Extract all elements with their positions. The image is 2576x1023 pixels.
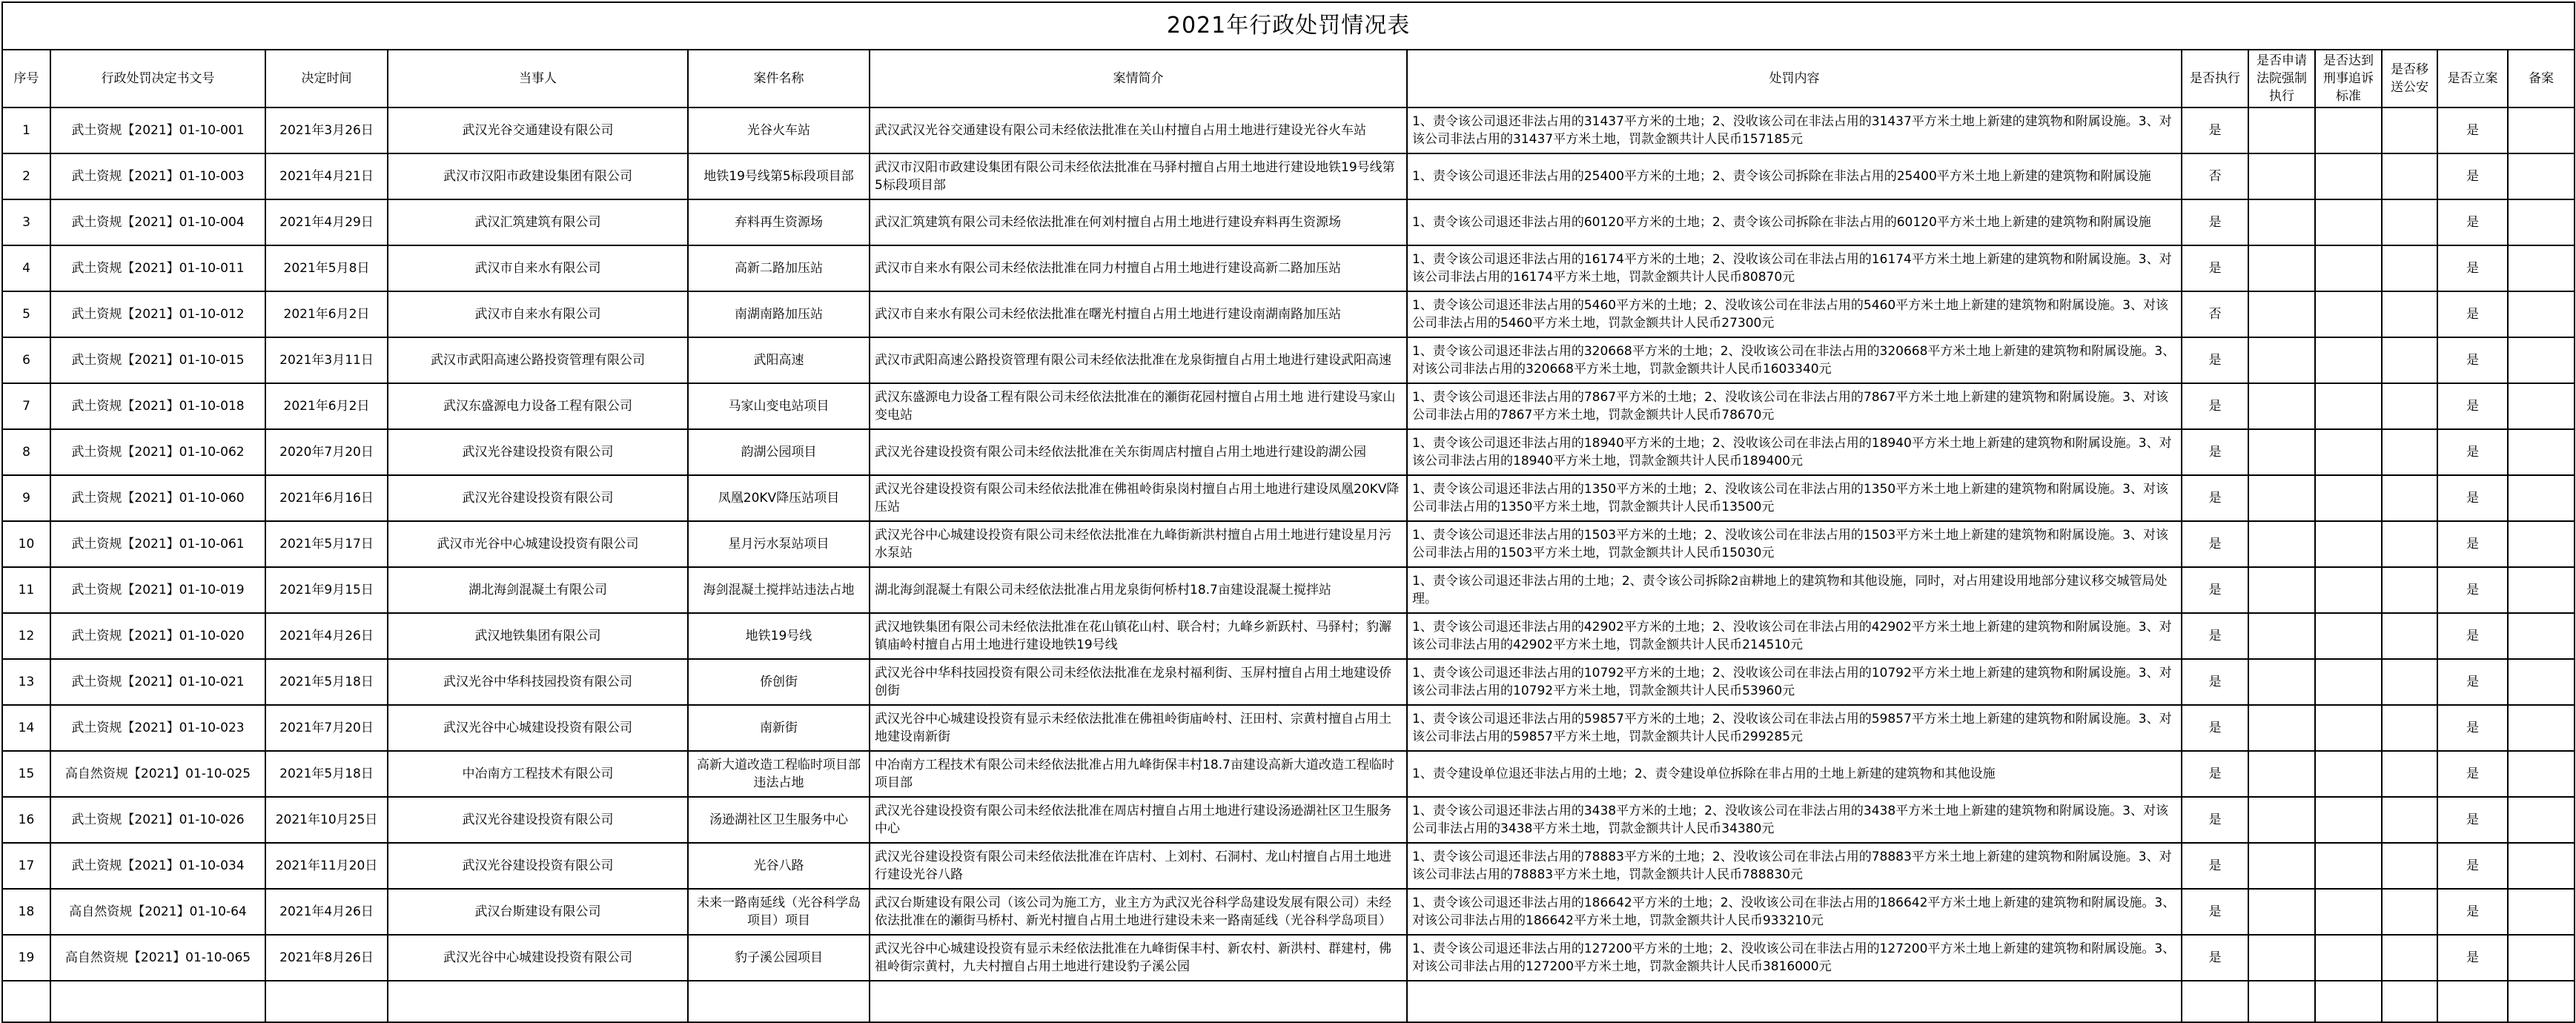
filed-flag: 是 xyxy=(2437,475,2508,521)
decision-date: 2021年11月20日 xyxy=(265,843,388,889)
row-number: 9 xyxy=(2,475,50,521)
row-number: 16 xyxy=(2,797,50,843)
row-number: 14 xyxy=(2,705,50,751)
header-cell: 案情简介 xyxy=(870,50,1407,107)
police-transfer-flag xyxy=(2382,659,2437,705)
filed-flag: 是 xyxy=(2437,659,2508,705)
record-note xyxy=(2508,659,2575,705)
police-transfer-flag xyxy=(2382,705,2437,751)
table-row xyxy=(2,843,2575,889)
row-number: 15 xyxy=(2,751,50,797)
case-summary: 武汉市自来水有限公司未经依法批准在曙光村擅自占用土地进行建设南湖南路加压站 xyxy=(870,291,1407,337)
executed-flag: 是 xyxy=(2182,889,2248,935)
criminal-standard-flag xyxy=(2315,337,2382,383)
record-note xyxy=(2508,429,2575,475)
police-transfer-flag xyxy=(2382,521,2437,567)
case-name: 豹子溪公园项目 xyxy=(688,935,870,981)
header-row xyxy=(2,50,2575,107)
row-number: 8 xyxy=(2,429,50,475)
row-number: 6 xyxy=(2,337,50,383)
criminal-standard-flag xyxy=(2315,751,2382,797)
filed-flag: 是 xyxy=(2437,797,2508,843)
criminal-standard-flag xyxy=(2315,245,2382,291)
case-summary: 武汉光谷建设投资有限公司未经依法批准在许店村、上刘村、石洞村、龙山村擅自占用土地进行建设光谷八路 xyxy=(870,843,1407,889)
table-row xyxy=(2,383,2575,429)
case-summary: 武汉光谷中心城建设投资有限公司未经依法批准在九峰街新洪村擅自占用土地进行建设星月污水泵站 xyxy=(870,521,1407,567)
table-row xyxy=(2,199,2575,245)
penalty-content: 1、责令该公司退还非法占用的186642平方米的土地；2、没收该公司在非法占用的186642平方米土地上新建的建筑物和附属设施。3、对该公司非法占用的186642平方米土地，罚款金额共计人民币933210元 xyxy=(1407,889,2182,935)
court-enforcement-flag xyxy=(2248,567,2315,613)
table-row xyxy=(2,475,2575,521)
decision-date: 2020年7月20日 xyxy=(265,429,388,475)
record-note xyxy=(2508,705,2575,751)
decision-number: 武土资规【2021】01-10-003 xyxy=(50,153,265,199)
criminal-standard-flag xyxy=(2315,383,2382,429)
penalty-content: 1、责令该公司退还非法占用的18940平方米的土地；2、没收该公司在非法占用的18940平方米土地上新建的建筑物和附属设施。3、对该公司非法占用的18940平方米土地，罚款金额共计人民币189400元 xyxy=(1407,429,2182,475)
party-name: 武汉地铁集团有限公司 xyxy=(388,613,688,659)
executed-flag: 否 xyxy=(2182,291,2248,337)
decision-number: 武土资规【2021】01-10-018 xyxy=(50,383,265,429)
table-row xyxy=(2,153,2575,199)
table-row xyxy=(2,659,2575,705)
police-transfer-flag xyxy=(2382,613,2437,659)
decision-date: 2021年6月2日 xyxy=(265,291,388,337)
case-summary: 武汉光谷建设投资有限公司未经依法批准在关东街周店村擅自占用土地进行建设韵湖公园 xyxy=(870,429,1407,475)
record-note xyxy=(2508,383,2575,429)
penalty-content: 1、责令该公司退还非法占用的59857平方米的土地；2、没收该公司在非法占用的59857平方米土地上新建的建筑物和附属设施。3、对该公司非法占用的59857平方米土地，罚款金额共计人民币299285元 xyxy=(1407,705,2182,751)
empty-cell xyxy=(2,981,50,1022)
record-note xyxy=(2508,613,2575,659)
executed-flag: 是 xyxy=(2182,751,2248,797)
party-name: 武汉东盛源电力设备工程有限公司 xyxy=(388,383,688,429)
table-row xyxy=(2,613,2575,659)
filed-flag: 是 xyxy=(2437,199,2508,245)
executed-flag: 是 xyxy=(2182,521,2248,567)
decision-date: 2021年5月18日 xyxy=(265,751,388,797)
case-summary: 武汉光谷中心城建设投资有显示未经依法批准在九峰街保丰村、新农村、新洪村、群建村，佛祖岭街宗黄村，九夫村擅自占用土地进行建设豹子溪公园 xyxy=(870,935,1407,981)
header-cell: 是否执行 xyxy=(2182,50,2248,107)
case-summary: 武汉光谷建设投资有限公司未经依法批准在周店村擅自占用土地进行建设汤逊湖社区卫生服务中心 xyxy=(870,797,1407,843)
party-name: 武汉市汉阳市政建设集团有限公司 xyxy=(388,153,688,199)
empty-row xyxy=(2,981,2575,1022)
case-summary: 武汉台斯建设有限公司（该公司为施工方，业主方为武汉光谷科学岛建设发展有限公司）未经依法批准在的瀬街马桥村、新光村擅自占用土地进行建设未来一路南延线（光谷科学岛项目） xyxy=(870,889,1407,935)
court-enforcement-flag xyxy=(2248,383,2315,429)
case-summary: 武汉光谷建设投资有限公司未经依法批准在佛祖岭街泉岗村擅自占用土地进行建设凤凰20KV降压站 xyxy=(870,475,1407,521)
table-row xyxy=(2,429,2575,475)
table-row xyxy=(2,107,2575,153)
police-transfer-flag xyxy=(2382,935,2437,981)
party-name: 武汉市自来水有限公司 xyxy=(388,245,688,291)
filed-flag: 是 xyxy=(2437,245,2508,291)
court-enforcement-flag xyxy=(2248,291,2315,337)
party-name: 湖北海剑混凝土有限公司 xyxy=(388,567,688,613)
executed-flag: 是 xyxy=(2182,935,2248,981)
criminal-standard-flag xyxy=(2315,521,2382,567)
row-number: 4 xyxy=(2,245,50,291)
decision-date: 2021年5月17日 xyxy=(265,521,388,567)
court-enforcement-flag xyxy=(2248,199,2315,245)
case-summary: 武汉武汉光谷交通建设有限公司未经依法批准在关山村擅自占用土地进行建设光谷火车站 xyxy=(870,107,1407,153)
empty-cell xyxy=(2248,981,2315,1022)
police-transfer-flag xyxy=(2382,889,2437,935)
court-enforcement-flag xyxy=(2248,245,2315,291)
record-note xyxy=(2508,567,2575,613)
empty-cell xyxy=(2182,981,2248,1022)
penalty-content: 1、责令该公司退还非法占用的42902平方米的土地；2、没收该公司在非法占用的42902平方米土地上新建的建筑物和附属设施。3、对该公司非法占用的42902平方米土地，罚款金额共计人民币214510元 xyxy=(1407,613,2182,659)
decision-date: 2021年8月26日 xyxy=(265,935,388,981)
decision-date: 2021年6月16日 xyxy=(265,475,388,521)
header-cell: 决定时间 xyxy=(265,50,388,107)
header-cell: 是否移送公安 xyxy=(2382,50,2437,107)
police-transfer-flag xyxy=(2382,337,2437,383)
filed-flag: 是 xyxy=(2437,337,2508,383)
row-number: 5 xyxy=(2,291,50,337)
filed-flag: 是 xyxy=(2437,521,2508,567)
filed-flag: 是 xyxy=(2437,107,2508,153)
penalty-content: 1、责令该公司退还非法占用的1503平方米的土地；2、没收该公司在非法占用的1503平方米土地上新建的建筑物和附属设施。3、对该公司非法占用的1503平方米土地，罚款金额共计人民币15030元 xyxy=(1407,521,2182,567)
criminal-standard-flag xyxy=(2315,889,2382,935)
header-cell: 行政处罚决定书文号 xyxy=(50,50,265,107)
penalty-content: 1、责令该公司退还非法占用的25400平方米的土地；2、责令该公司拆除在非法占用的25400平方米土地上新建的建筑物和附属设施 xyxy=(1407,153,2182,199)
decision-number: 武土资规【2021】01-10-021 xyxy=(50,659,265,705)
header-cell: 是否申请法院强制执行 xyxy=(2248,50,2315,107)
case-summary: 武汉光谷中华科技园投资有限公司未经依法批准在龙泉村福利街、玉屏村擅自占用土地建设侨创街 xyxy=(870,659,1407,705)
case-name: 南新街 xyxy=(688,705,870,751)
court-enforcement-flag xyxy=(2248,475,2315,521)
decision-number: 武土资规【2021】01-10-012 xyxy=(50,291,265,337)
executed-flag: 是 xyxy=(2182,567,2248,613)
decision-number: 武土资规【2021】01-10-020 xyxy=(50,613,265,659)
table-row xyxy=(2,935,2575,981)
executed-flag: 是 xyxy=(2182,843,2248,889)
header-cell: 是否立案 xyxy=(2437,50,2508,107)
table-row xyxy=(2,291,2575,337)
party-name: 武汉光谷中华科技园投资有限公司 xyxy=(388,659,688,705)
penalty-content: 1、责令该公司退还非法占用的5460平方米的土地；2、没收该公司在非法占用的5460平方米土地上新建的建筑物和附属设施。3、对该公司非法占用的5460平方米土地，罚款金额共计人民币27300元 xyxy=(1407,291,2182,337)
table-row xyxy=(2,751,2575,797)
record-note xyxy=(2508,935,2575,981)
empty-cell xyxy=(265,981,388,1022)
case-summary: 武汉东盛源电力设备工程有限公司未经依法批准在的瀬街花园村擅自占用土地 进行建设马家山变电站 xyxy=(870,383,1407,429)
case-name: 弃料再生资源场 xyxy=(688,199,870,245)
court-enforcement-flag xyxy=(2248,337,2315,383)
case-summary: 武汉市武阳高速公路投资管理有限公司未经依法批准在龙泉街擅自占用土地进行建设武阳高速 xyxy=(870,337,1407,383)
police-transfer-flag xyxy=(2382,107,2437,153)
empty-cell xyxy=(2437,981,2508,1022)
filed-flag: 是 xyxy=(2437,567,2508,613)
header-cell: 案件名称 xyxy=(688,50,870,107)
header-cell: 当事人 xyxy=(388,50,688,107)
table-row xyxy=(2,245,2575,291)
record-note xyxy=(2508,889,2575,935)
case-name: 海剑混凝土搅拌站违法占地 xyxy=(688,567,870,613)
police-transfer-flag xyxy=(2382,245,2437,291)
penalty-table xyxy=(1,1,2575,1023)
filed-flag: 是 xyxy=(2437,291,2508,337)
decision-number: 武土资规【2021】01-10-026 xyxy=(50,797,265,843)
case-name: 南湖南路加压站 xyxy=(688,291,870,337)
executed-flag: 是 xyxy=(2182,107,2248,153)
police-transfer-flag xyxy=(2382,429,2437,475)
party-name: 武汉市武阳高速公路投资管理有限公司 xyxy=(388,337,688,383)
empty-cell xyxy=(1407,981,2182,1022)
decision-date: 2021年7月20日 xyxy=(265,705,388,751)
empty-cell xyxy=(50,981,265,1022)
table-title: 2021年行政处罚情况表 xyxy=(2,2,2575,50)
row-number: 12 xyxy=(2,613,50,659)
case-name: 高新大道改造工程临时项目部违法占地 xyxy=(688,751,870,797)
decision-date: 2021年10月25日 xyxy=(265,797,388,843)
case-name: 星月污水泵站项目 xyxy=(688,521,870,567)
row-number: 13 xyxy=(2,659,50,705)
party-name: 武汉光谷建设投资有限公司 xyxy=(388,843,688,889)
penalty-content: 1、责令该公司退还非法占用的31437平方米的土地；2、没收该公司在非法占用的31437平方米土地上新建的建筑物和附属设施。3、对该公司非法占用的31437平方米土地，罚款金额共计人民币157185元 xyxy=(1407,107,2182,153)
court-enforcement-flag xyxy=(2248,429,2315,475)
criminal-standard-flag xyxy=(2315,613,2382,659)
executed-flag: 是 xyxy=(2182,199,2248,245)
police-transfer-flag xyxy=(2382,843,2437,889)
record-note xyxy=(2508,751,2575,797)
executed-flag: 是 xyxy=(2182,659,2248,705)
decision-date: 2021年9月15日 xyxy=(265,567,388,613)
decision-number: 武土资规【2021】01-10-061 xyxy=(50,521,265,567)
party-name: 武汉汇筑建筑有限公司 xyxy=(388,199,688,245)
filed-flag: 是 xyxy=(2437,889,2508,935)
case-name: 未来一路南延线（光谷科学岛项目）项目 xyxy=(688,889,870,935)
record-note xyxy=(2508,797,2575,843)
decision-date: 2021年6月2日 xyxy=(265,383,388,429)
record-note xyxy=(2508,291,2575,337)
record-note xyxy=(2508,107,2575,153)
table-row xyxy=(2,705,2575,751)
empty-cell xyxy=(2315,981,2382,1022)
empty-cell xyxy=(2508,981,2575,1022)
row-number: 18 xyxy=(2,889,50,935)
decision-number: 武土资规【2021】01-10-023 xyxy=(50,705,265,751)
table-row xyxy=(2,521,2575,567)
criminal-standard-flag xyxy=(2315,429,2382,475)
case-summary: 湖北海剑混凝土有限公司未经依法批准占用龙泉街何桥村18.7亩建设混凝土搅拌站 xyxy=(870,567,1407,613)
executed-flag: 是 xyxy=(2182,475,2248,521)
executed-flag: 是 xyxy=(2182,797,2248,843)
decision-date: 2021年3月11日 xyxy=(265,337,388,383)
court-enforcement-flag xyxy=(2248,107,2315,153)
decision-date: 2021年5月8日 xyxy=(265,245,388,291)
penalty-content: 1、责令该公司退还非法占用的3438平方米的土地；2、没收该公司在非法占用的3438平方米土地上新建的建筑物和附属设施。3、对该公司非法占用的3438平方米土地，罚款金额共计人民币34380元 xyxy=(1407,797,2182,843)
criminal-standard-flag xyxy=(2315,843,2382,889)
penalty-content: 1、责令该公司退还非法占用的1350平方米的土地；2、没收该公司在非法占用的1350平方米土地上新建的建筑物和附属设施。3、对该公司非法占用的1350平方米土地，罚款金额共计人民币13500元 xyxy=(1407,475,2182,521)
row-number: 1 xyxy=(2,107,50,153)
case-name: 高新二路加压站 xyxy=(688,245,870,291)
row-number: 7 xyxy=(2,383,50,429)
police-transfer-flag xyxy=(2382,797,2437,843)
party-name: 武汉台斯建设有限公司 xyxy=(388,889,688,935)
decision-date: 2021年4月29日 xyxy=(265,199,388,245)
criminal-standard-flag xyxy=(2315,797,2382,843)
criminal-standard-flag xyxy=(2315,291,2382,337)
party-name: 武汉市自来水有限公司 xyxy=(388,291,688,337)
criminal-standard-flag xyxy=(2315,475,2382,521)
court-enforcement-flag xyxy=(2248,613,2315,659)
decision-number: 武土资规【2021】01-10-004 xyxy=(50,199,265,245)
criminal-standard-flag xyxy=(2315,659,2382,705)
executed-flag: 是 xyxy=(2182,613,2248,659)
decision-date: 2021年4月26日 xyxy=(265,613,388,659)
party-name: 武汉光谷中心城建设投资有限公司 xyxy=(388,705,688,751)
court-enforcement-flag xyxy=(2248,935,2315,981)
party-name: 武汉光谷建设投资有限公司 xyxy=(388,429,688,475)
header-cell: 序号 xyxy=(2,50,50,107)
court-enforcement-flag xyxy=(2248,751,2315,797)
header-cell: 处罚内容 xyxy=(1407,50,2182,107)
case-summary: 武汉汇筑建筑有限公司未经依法批准在何刘村擅自占用土地进行建设弃料再生资源场 xyxy=(870,199,1407,245)
row-number: 10 xyxy=(2,521,50,567)
court-enforcement-flag xyxy=(2248,843,2315,889)
record-note xyxy=(2508,245,2575,291)
case-name: 光谷八路 xyxy=(688,843,870,889)
executed-flag: 是 xyxy=(2182,429,2248,475)
case-name: 马家山变电站项目 xyxy=(688,383,870,429)
penalty-content: 1、责令该公司退还非法占用的土地；2、责令该公司拆除2亩耕地上的建筑物和其他设施，同时，对占用建设用地部分建议移交城管局处理。 xyxy=(1407,567,2182,613)
party-name: 武汉光谷中心城建设投资有限公司 xyxy=(388,935,688,981)
record-note xyxy=(2508,843,2575,889)
empty-cell xyxy=(2382,981,2437,1022)
court-enforcement-flag xyxy=(2248,521,2315,567)
filed-flag: 是 xyxy=(2437,751,2508,797)
decision-number: 高自然资规【2021】01-10-065 xyxy=(50,935,265,981)
filed-flag: 是 xyxy=(2437,705,2508,751)
record-note xyxy=(2508,475,2575,521)
party-name: 武汉市光谷中心城建设投资有限公司 xyxy=(388,521,688,567)
row-number: 17 xyxy=(2,843,50,889)
decision-number: 武土资规【2021】01-10-034 xyxy=(50,843,265,889)
police-transfer-flag xyxy=(2382,751,2437,797)
police-transfer-flag xyxy=(2382,153,2437,199)
empty-cell xyxy=(388,981,688,1022)
executed-flag: 是 xyxy=(2182,337,2248,383)
decision-number: 武土资规【2021】01-10-019 xyxy=(50,567,265,613)
table-row xyxy=(2,567,2575,613)
filed-flag: 是 xyxy=(2437,429,2508,475)
row-number: 19 xyxy=(2,935,50,981)
header-cell: 是否达到刑事追诉标准 xyxy=(2315,50,2382,107)
criminal-standard-flag xyxy=(2315,153,2382,199)
empty-cell xyxy=(688,981,870,1022)
executed-flag: 是 xyxy=(2182,383,2248,429)
executed-flag: 是 xyxy=(2182,245,2248,291)
party-name: 武汉光谷建设投资有限公司 xyxy=(388,475,688,521)
filed-flag: 是 xyxy=(2437,383,2508,429)
decision-number: 武土资规【2021】01-10-001 xyxy=(50,107,265,153)
case-name: 汤逊湖社区卫生服务中心 xyxy=(688,797,870,843)
court-enforcement-flag xyxy=(2248,153,2315,199)
record-note xyxy=(2508,521,2575,567)
court-enforcement-flag xyxy=(2248,659,2315,705)
criminal-standard-flag xyxy=(2315,567,2382,613)
filed-flag: 是 xyxy=(2437,843,2508,889)
row-number: 2 xyxy=(2,153,50,199)
case-name: 武阳高速 xyxy=(688,337,870,383)
decision-number: 高自然资规【2021】01-10-025 xyxy=(50,751,265,797)
court-enforcement-flag xyxy=(2248,797,2315,843)
case-name: 凤凰20KV降压站项目 xyxy=(688,475,870,521)
row-number: 3 xyxy=(2,199,50,245)
decision-number: 武土资规【2021】01-10-015 xyxy=(50,337,265,383)
executed-flag: 是 xyxy=(2182,705,2248,751)
decision-number: 武土资规【2021】01-10-060 xyxy=(50,475,265,521)
filed-flag: 是 xyxy=(2437,935,2508,981)
header-cell: 备案 xyxy=(2508,50,2575,107)
penalty-content: 1、责令该公司退还非法占用的60120平方米的土地；2、责令该公司拆除在非法占用的60120平方米土地上新建的建筑物和附属设施 xyxy=(1407,199,2182,245)
record-note xyxy=(2508,337,2575,383)
decision-date: 2021年3月26日 xyxy=(265,107,388,153)
penalty-content: 1、责令该公司退还非法占用的16174平方米的土地；2、没收该公司在非法占用的16174平方米土地上新建的建筑物和附属设施。3、对该公司非法占用的16174平方米土地，罚款金额共计人民币80870元 xyxy=(1407,245,2182,291)
filed-flag: 是 xyxy=(2437,153,2508,199)
table-row xyxy=(2,889,2575,935)
case-summary: 武汉光谷中心城建设投资有显示未经依法批准在佛祖岭街庙岭村、汪田村、宗黄村擅自占用土地建设南新街 xyxy=(870,705,1407,751)
decision-number: 武土资规【2021】01-10-062 xyxy=(50,429,265,475)
criminal-standard-flag xyxy=(2315,705,2382,751)
police-transfer-flag xyxy=(2382,199,2437,245)
table-row xyxy=(2,337,2575,383)
decision-date: 2021年4月21日 xyxy=(265,153,388,199)
case-name: 地铁19号线第5标段项目部 xyxy=(688,153,870,199)
case-name: 光谷火车站 xyxy=(688,107,870,153)
police-transfer-flag xyxy=(2382,383,2437,429)
case-name: 地铁19号线 xyxy=(688,613,870,659)
empty-cell xyxy=(870,981,1407,1022)
penalty-content: 1、责令该公司退还非法占用的320668平方米的土地；2、没收该公司在非法占用的320668平方米土地上新建的建筑物和附属设施。3、对该公司非法占用的320668平方米土地，罚款金额共计人民币1603340元 xyxy=(1407,337,2182,383)
police-transfer-flag xyxy=(2382,567,2437,613)
decision-number: 武土资规【2021】01-10-011 xyxy=(50,245,265,291)
criminal-standard-flag xyxy=(2315,107,2382,153)
case-summary: 武汉市汉阳市政建设集团有限公司未经依法批准在马驿村擅自占用土地进行建设地铁19号线第5标段项目部 xyxy=(870,153,1407,199)
decision-date: 2021年4月26日 xyxy=(265,889,388,935)
court-enforcement-flag xyxy=(2248,889,2315,935)
decision-number: 高自然资规【2021】01-10-64 xyxy=(50,889,265,935)
party-name: 武汉光谷建设投资有限公司 xyxy=(388,797,688,843)
table-body xyxy=(2,107,2575,981)
case-summary: 武汉市自来水有限公司未经依法批准在同力村擅自占用土地进行建设高新二路加压站 xyxy=(870,245,1407,291)
record-note xyxy=(2508,199,2575,245)
case-name: 韵湖公园项目 xyxy=(688,429,870,475)
case-name: 侨创街 xyxy=(688,659,870,705)
filed-flag: 是 xyxy=(2437,613,2508,659)
party-name: 武汉光谷交通建设有限公司 xyxy=(388,107,688,153)
executed-flag: 否 xyxy=(2182,153,2248,199)
court-enforcement-flag xyxy=(2248,705,2315,751)
case-summary: 中冶南方工程技术有限公司未经依法批准占用九峰街保丰村18.7亩建设高新大道改造工程临时项目部 xyxy=(870,751,1407,797)
row-number: 11 xyxy=(2,567,50,613)
penalty-content: 1、责令该公司退还非法占用的10792平方米的土地；2、没收该公司在非法占用的10792平方米土地上新建的建筑物和附属设施。3、对该公司非法占用的10792平方米土地，罚款金额共计人民币53960元 xyxy=(1407,659,2182,705)
penalty-content: 1、责令该公司退还非法占用的127200平方米的土地；2、没收该公司在非法占用的127200平方米土地上新建的建筑物和附属设施。3、对该公司非法占用的127200平方米土地，罚款金额共计人民币3816000元 xyxy=(1407,935,2182,981)
criminal-standard-flag xyxy=(2315,199,2382,245)
case-summary: 武汉地铁集团有限公司未经依法批准在花山镇花山村、联合村；九峰乡新跃村、马驿村；豹澥镇庙岭村擅自占用土地进行建设地铁19号线 xyxy=(870,613,1407,659)
penalty-content: 1、责令该公司退还非法占用的78883平方米的土地；2、没收该公司在非法占用的78883平方米土地上新建的建筑物和附属设施。3、对该公司非法占用的78883平方米土地，罚款金额共计人民币788830元 xyxy=(1407,843,2182,889)
party-name: 中冶南方工程技术有限公司 xyxy=(388,751,688,797)
police-transfer-flag xyxy=(2382,475,2437,521)
criminal-standard-flag xyxy=(2315,935,2382,981)
penalty-content: 1、责令该公司退还非法占用的7867平方米的土地；2、没收该公司在非法占用的7867平方米土地上新建的建筑物和附属设施。3、对该公司非法占用的7867平方米土地，罚款金额共计人民币78670元 xyxy=(1407,383,2182,429)
table-row xyxy=(2,797,2575,843)
record-note xyxy=(2508,153,2575,199)
decision-date: 2021年5月18日 xyxy=(265,659,388,705)
police-transfer-flag xyxy=(2382,291,2437,337)
penalty-content: 1、责令建设单位退还非法占用的土地；2、责令建设单位拆除在非占用的土地上新建的建筑物和其他设施 xyxy=(1407,751,2182,797)
